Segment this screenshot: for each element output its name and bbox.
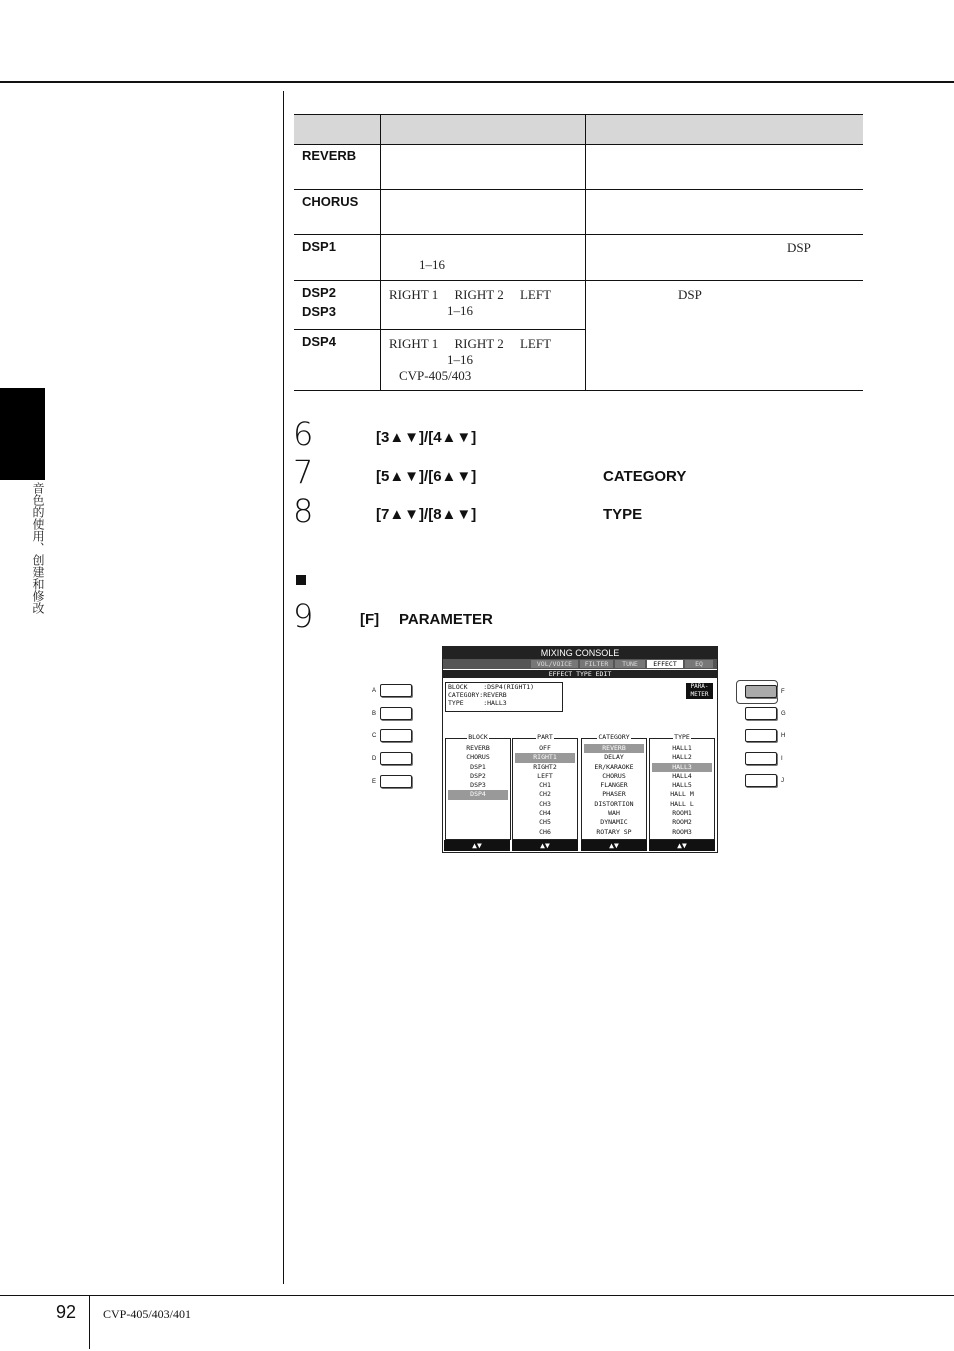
panel-button-j[interactable] (745, 774, 777, 787)
list-item[interactable]: WAH (608, 809, 620, 818)
lcd-title: MIXING CONSOLE (443, 647, 717, 659)
button-label: C (372, 733, 377, 739)
chapter-side-label: 音色的使用、创建和修改 (31, 482, 45, 614)
type-list (649, 733, 715, 840)
step-number: 9 (293, 597, 314, 635)
list-item[interactable]: DELAY (604, 753, 624, 762)
table-row-divider (294, 234, 863, 235)
panel-button-e[interactable] (380, 775, 412, 788)
table-bottom-rule (294, 390, 863, 391)
panel-button-f[interactable] (745, 685, 777, 698)
tab-vol-voice[interactable]: VOL/VOICE (531, 660, 578, 668)
part-list (512, 733, 578, 840)
table-cell: CVP-405/403 (399, 368, 472, 383)
list-item[interactable]: CH6 (539, 827, 551, 836)
button-label: G (781, 711, 786, 717)
tab-filter[interactable]: FILTER (580, 660, 613, 668)
list-item[interactable]: ROOM1 (672, 809, 692, 818)
list-item[interactable]: ROOM2 (672, 818, 692, 827)
button-label: E (372, 779, 377, 785)
table-row-divider (294, 189, 863, 190)
table-cell: 1–16 (447, 352, 473, 367)
panel-button-g[interactable] (745, 707, 777, 720)
list-item[interactable]: CH4 (539, 809, 551, 818)
list-item-selected[interactable]: RIGHT1 (515, 753, 575, 762)
list-item[interactable]: REVERB (466, 744, 490, 752)
button-label: F (781, 689, 785, 695)
parameter-button[interactable] (686, 683, 713, 699)
parameter-label-line: METER (690, 691, 709, 698)
scroll-arrows-4[interactable]: ▲▼ (649, 840, 715, 851)
panel-button-d[interactable] (380, 752, 412, 765)
scroll-arrows-3[interactable]: ▲▼ (581, 840, 647, 851)
type-list-header: TYPE (674, 733, 690, 741)
list-item[interactable]: DSP2 (470, 771, 486, 780)
list-item-selected[interactable]: REVERB (584, 744, 644, 753)
list-item-selected[interactable]: HALL3 (652, 763, 712, 772)
list-item[interactable]: CH2 (539, 790, 551, 799)
button-label: D (372, 756, 377, 762)
step-text: [3▲▼]/[4▲▼] (376, 429, 477, 446)
step-keyword: TYPE (603, 506, 643, 523)
table-row-label: CHORUS (302, 194, 359, 209)
list-item[interactable]: DYNAMIC (600, 818, 628, 827)
table-row-divider (294, 280, 863, 281)
step-number: 6 (293, 415, 314, 453)
section-bullet-icon (296, 575, 306, 585)
table-row-divider (294, 329, 585, 330)
footer-rule (0, 1295, 954, 1296)
list-item[interactable]: CHORUS (466, 753, 490, 762)
button-label: I (781, 756, 783, 762)
table-cell: DSP (787, 240, 811, 255)
list-item[interactable]: DSP1 (470, 762, 486, 771)
table-row-label: DSP4 (302, 334, 336, 349)
block-list-header: BLOCK (468, 733, 488, 741)
list-item[interactable]: HALL M (670, 790, 694, 799)
list-item[interactable]: HALL1 (672, 744, 692, 752)
category-list (581, 733, 647, 840)
list-item[interactable]: OFF (539, 744, 551, 752)
list-item[interactable]: HALL4 (672, 771, 692, 780)
lcd-tab-bar (443, 659, 717, 669)
list-item[interactable]: ER/KARAOKE (594, 762, 634, 771)
list-item[interactable]: ROOM3 (672, 827, 692, 836)
column-divider (283, 91, 284, 1284)
list-item[interactable]: CH1 (539, 781, 551, 790)
table-cell: 1–16 (419, 257, 445, 272)
table-row-label: DSP2 (302, 285, 336, 300)
button-label: H (781, 733, 786, 739)
footer-separator (89, 1296, 90, 1349)
step-text: [7▲▼]/[8▲▼] (376, 506, 477, 523)
table-cell: 1–16 (447, 303, 473, 318)
model-name: CVP-405/403/401 (103, 1307, 192, 1321)
panel-button-b[interactable] (380, 707, 412, 720)
step-number: 8 (293, 492, 314, 530)
panel-button-i[interactable] (745, 752, 777, 765)
list-item[interactable]: HALL L (670, 799, 694, 808)
button-label: A (372, 688, 377, 694)
list-item[interactable]: DISTORTION (594, 799, 634, 808)
list-item[interactable]: CH5 (539, 818, 551, 827)
panel-button-c[interactable] (380, 729, 412, 742)
page-number: 92 (56, 1302, 77, 1322)
table-col-divider-1 (380, 114, 381, 390)
list-item[interactable]: HALL5 (672, 781, 692, 790)
part-list-header: PART (537, 733, 553, 741)
info-line: BLOCK :DSP4(RIGHT1) (448, 683, 535, 691)
list-item[interactable]: LEFT (537, 771, 553, 780)
list-item[interactable]: ROTARY SP (596, 827, 632, 836)
button-label: B (372, 711, 377, 717)
list-item[interactable]: FLANGER (600, 781, 628, 790)
category-list-header: CATEGORY (598, 733, 630, 741)
panel-button-h[interactable] (745, 729, 777, 742)
list-item[interactable]: CH3 (539, 799, 551, 808)
info-line: TYPE :HALL3 (448, 699, 507, 707)
lcd-info-box (445, 682, 563, 712)
tab-effect[interactable]: EFFECT (647, 660, 683, 668)
table-row-label: DSP1 (302, 239, 336, 254)
step-text: [5▲▼]/[6▲▼] (376, 468, 477, 485)
table-cell: RIGHT 1 RIGHT 2 LEFT (389, 336, 552, 351)
tab-eq[interactable]: EQ (685, 660, 713, 668)
table-cell: DSP (678, 287, 702, 302)
parameter-label-line: PARA- (690, 683, 709, 690)
lcd-screen (442, 646, 718, 853)
step-keyword: CATEGORY (603, 468, 687, 485)
panel-button-a[interactable] (380, 684, 412, 697)
scroll-arrows-2[interactable]: ▲▼ (512, 840, 578, 851)
block-list (445, 733, 511, 840)
list-item[interactable]: RIGHT2 (533, 762, 557, 771)
scroll-arrows-1[interactable]: ▲▼ (444, 840, 510, 851)
list-item[interactable]: PHASER (602, 790, 626, 799)
list-item[interactable]: DSP3 (470, 781, 486, 790)
lcd-subtitle: EFFECT TYPE EDIT (443, 670, 717, 678)
info-line: CATEGORY:REVERB (448, 691, 507, 699)
step-text: [F] (360, 611, 380, 628)
list-item[interactable]: HALL2 (672, 753, 692, 762)
step-keyword: PARAMETER (399, 611, 493, 628)
tab-tune[interactable]: TUNE (615, 660, 645, 668)
list-item[interactable]: CHORUS (602, 771, 626, 780)
table-cell: RIGHT 1 RIGHT 2 LEFT (389, 287, 552, 302)
header-rule (0, 81, 954, 83)
list-item-selected[interactable]: DSP4 (448, 790, 508, 799)
step-number: 7 (293, 453, 314, 491)
table-col-divider-2 (585, 114, 586, 390)
table-row-label: REVERB (302, 148, 357, 163)
button-label: J (781, 778, 784, 784)
chapter-tab (0, 388, 45, 480)
table-row-label: DSP3 (302, 304, 336, 319)
